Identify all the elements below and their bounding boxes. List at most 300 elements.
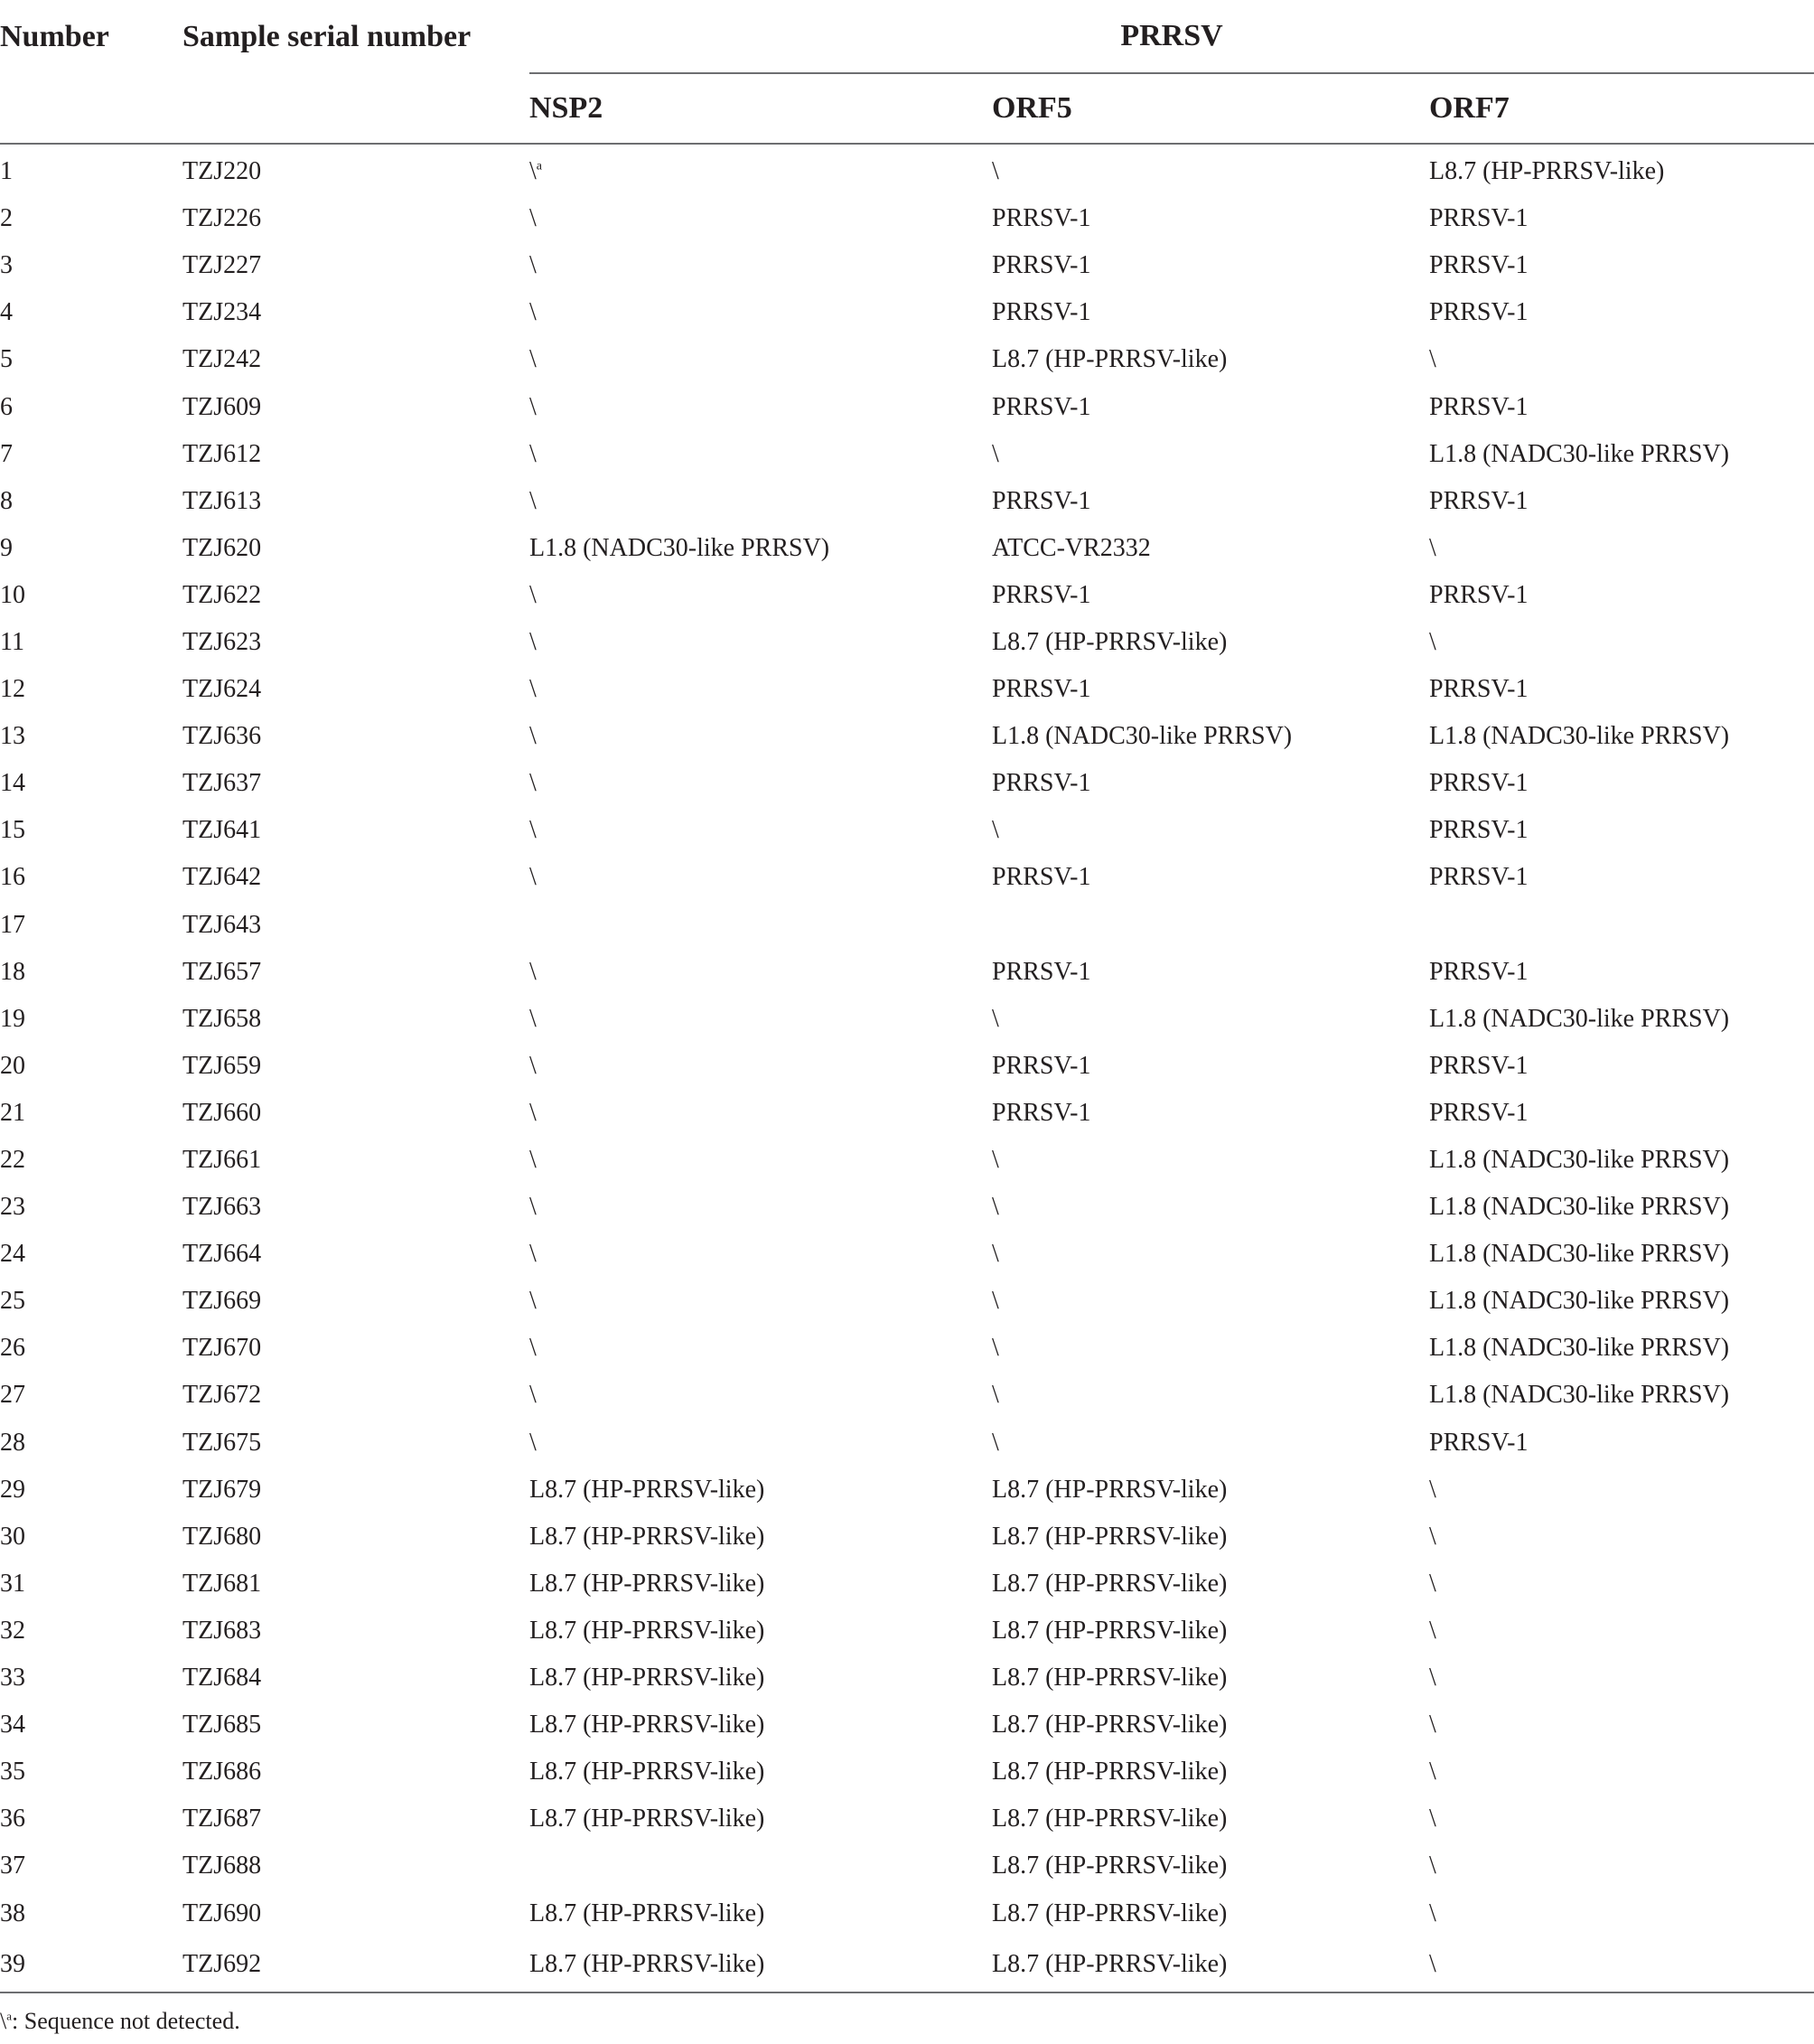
- cell-orf7-text: L1.8 (NADC30-like PRRSV): [1429, 1381, 1730, 1410]
- table-row: [0, 760, 1814, 807]
- cell-sample-serial-number: [182, 1889, 529, 1936]
- table-row: [0, 1137, 1814, 1184]
- cell-nsp2-text: \: [529, 486, 537, 515]
- table-row: [0, 1937, 1814, 1992]
- cell-orf7: [1429, 760, 1814, 807]
- cell-orf7: [1429, 144, 1814, 195]
- cell-orf5-text: L8.7 (HP-PRRSV-like): [992, 1664, 1228, 1692]
- table-row: [0, 289, 1814, 336]
- cell-number: [0, 431, 182, 478]
- cell-orf5: [992, 431, 1429, 478]
- cell-number: [0, 807, 182, 854]
- cell-sample-serial-number-text: TZJ658: [182, 1004, 262, 1033]
- cell-sample-serial-number-text: TZJ637: [182, 769, 262, 798]
- table-row: [0, 431, 1814, 478]
- table-row: [0, 666, 1814, 713]
- table-row: [0, 854, 1814, 901]
- cell-number-text: 38: [0, 1899, 25, 1927]
- cell-number: [0, 525, 182, 572]
- cell-orf7-text: L1.8 (NADC30-like PRRSV): [1429, 1146, 1730, 1175]
- cell-orf5: [992, 1889, 1429, 1936]
- cell-nsp2-text: \: [529, 1193, 537, 1222]
- cell-number: [0, 1655, 182, 1702]
- cell-orf5-text: PRRSV-1: [992, 1098, 1091, 1127]
- cell-orf7-text: \: [1429, 533, 1436, 562]
- cell-orf5-text: \: [992, 1381, 999, 1410]
- cell-orf5-text: \: [992, 1240, 999, 1269]
- cell-sample-serial-number-text: TZJ680: [182, 1522, 262, 1551]
- cell-nsp2-text: \: [529, 392, 537, 421]
- cell-nsp2: [529, 1749, 992, 1796]
- table-row: [0, 1467, 1814, 1514]
- table-row: [0, 336, 1814, 383]
- footnote: [0, 2008, 240, 2035]
- cell-orf5-text: PRRSV-1: [992, 957, 1091, 986]
- cell-number: [0, 1561, 182, 1608]
- cell-nsp2: [529, 1090, 992, 1137]
- table-body: [0, 144, 1814, 1992]
- cell-orf7: [1429, 242, 1814, 289]
- cell-sample-serial-number-text: TZJ661: [182, 1146, 262, 1175]
- cell-number: [0, 760, 182, 807]
- cell-sample-serial-number: [182, 431, 529, 478]
- cell-number: [0, 1090, 182, 1137]
- cell-number-text: 20: [0, 1051, 25, 1080]
- cell-nsp2: [529, 431, 992, 478]
- cell-nsp2-text: \: [529, 1334, 537, 1363]
- cell-orf7: [1429, 807, 1814, 854]
- cell-sample-serial-number-text: TZJ659: [182, 1051, 262, 1080]
- cell-orf7-text: PRRSV-1: [1429, 957, 1529, 986]
- cell-nsp2: [529, 619, 992, 666]
- cell-number: [0, 478, 182, 525]
- cell-sample-serial-number: [182, 1655, 529, 1702]
- cell-orf5: [992, 760, 1429, 807]
- cell-number-text: 3: [0, 251, 13, 280]
- cell-sample-serial-number-text: TZJ672: [182, 1381, 262, 1410]
- cell-sample-serial-number: [182, 1231, 529, 1278]
- cell-nsp2-text: \: [529, 1381, 537, 1410]
- cell-orf5: [992, 666, 1429, 713]
- cell-orf7-text: \: [1429, 1899, 1436, 1927]
- cell-sample-serial-number-text: TZJ641: [182, 816, 262, 845]
- cell-sample-serial-number: [182, 1796, 529, 1842]
- cell-orf5-text: L8.7 (HP-PRRSV-like): [992, 345, 1228, 374]
- cell-orf5-text: \: [992, 1428, 999, 1457]
- cell-orf7-text: \: [1429, 1949, 1436, 1978]
- cell-sample-serial-number: [182, 1372, 529, 1419]
- cell-nsp2: [529, 1278, 992, 1325]
- cell-sample-serial-number-text: TZJ220: [182, 157, 262, 186]
- cell-orf7-text: \: [1429, 1569, 1436, 1598]
- cell-nsp2: [529, 1889, 992, 1936]
- cell-sample-serial-number: [182, 478, 529, 525]
- cell-number-text: 1: [0, 157, 13, 186]
- cell-sample-serial-number-text: TZJ642: [182, 863, 262, 892]
- cell-nsp2: [529, 144, 992, 195]
- header-nsp2: NSP2: [529, 73, 992, 144]
- cell-orf7: [1429, 572, 1814, 619]
- cell-sample-serial-number-text: TZJ685: [182, 1711, 262, 1739]
- cell-nsp2: [529, 1608, 992, 1655]
- cell-nsp2: [529, 854, 992, 901]
- cell-sample-serial-number-text: TZJ683: [182, 1616, 262, 1645]
- cell-sample-serial-number-text: TZJ686: [182, 1758, 262, 1786]
- cell-orf5: [992, 1420, 1429, 1467]
- footnote-text: : Sequence not detected.: [12, 2008, 240, 2034]
- cell-orf5-text: \: [992, 1193, 999, 1222]
- cell-orf7: [1429, 289, 1814, 336]
- cell-nsp2-text: L1.8 (NADC30-like PRRSV): [529, 533, 830, 562]
- cell-orf7: [1429, 336, 1814, 383]
- cell-orf5: [992, 619, 1429, 666]
- cell-nsp2-superscript: a: [536, 159, 542, 173]
- cell-number: [0, 1889, 182, 1936]
- cell-nsp2-text: \: [529, 722, 537, 751]
- header-orf7: ORF7: [1429, 73, 1814, 144]
- cell-orf5-text: L8.7 (HP-PRRSV-like): [992, 1758, 1228, 1786]
- cell-nsp2: [529, 242, 992, 289]
- cell-sample-serial-number-text: TZJ681: [182, 1569, 262, 1598]
- cell-orf5: [992, 289, 1429, 336]
- cell-number: [0, 1467, 182, 1514]
- cell-orf7-text: PRRSV-1: [1429, 675, 1529, 704]
- cell-sample-serial-number-text: TZJ664: [182, 1240, 262, 1269]
- cell-sample-serial-number-text: TZJ660: [182, 1098, 262, 1127]
- cell-nsp2-text: \: [529, 957, 537, 986]
- cell-orf5-text: \: [992, 1004, 999, 1033]
- cell-orf7-text: L1.8 (NADC30-like PRRSV): [1429, 722, 1730, 751]
- cell-orf5-text: PRRSV-1: [992, 251, 1091, 280]
- cell-nsp2-text: \: [529, 345, 537, 374]
- cell-sample-serial-number: [182, 1608, 529, 1655]
- table-row: [0, 949, 1814, 996]
- cell-orf7-text: PRRSV-1: [1429, 486, 1529, 515]
- cell-nsp2-text: L8.7 (HP-PRRSV-like): [529, 1664, 765, 1692]
- cell-orf7: [1429, 619, 1814, 666]
- footnote-superscript: a: [6, 2009, 13, 2023]
- cell-sample-serial-number-text: TZJ226: [182, 204, 262, 233]
- cell-number: [0, 1372, 182, 1419]
- cell-number: [0, 1325, 182, 1372]
- cell-nsp2: [529, 195, 992, 242]
- cell-nsp2-text: \: [529, 1287, 537, 1316]
- cell-orf5-text: PRRSV-1: [992, 863, 1091, 892]
- cell-orf7: [1429, 996, 1814, 1043]
- cell-sample-serial-number: [182, 1702, 529, 1749]
- cell-nsp2: [529, 525, 992, 572]
- cell-orf7-text: PRRSV-1: [1429, 769, 1529, 798]
- cell-orf5: [992, 1372, 1429, 1419]
- table-row: [0, 713, 1814, 760]
- cell-orf7-text: \: [1429, 1475, 1436, 1504]
- cell-orf5: [992, 1043, 1429, 1090]
- cell-orf7-text: \: [1429, 1616, 1436, 1645]
- cell-nsp2-text: L8.7 (HP-PRRSV-like): [529, 1899, 765, 1927]
- cell-number: [0, 949, 182, 996]
- table-row: [0, 242, 1814, 289]
- cell-sample-serial-number-text: TZJ690: [182, 1899, 262, 1927]
- cell-orf5-text: L8.7 (HP-PRRSV-like): [992, 1616, 1228, 1645]
- cell-nsp2-text: \: [529, 863, 537, 892]
- cell-sample-serial-number-text: TZJ643: [182, 910, 262, 939]
- cell-orf7-text: \: [1429, 627, 1436, 656]
- cell-orf7-text: \: [1429, 1805, 1436, 1833]
- cell-nsp2: [529, 572, 992, 619]
- cell-nsp2-text: L8.7 (HP-PRRSV-like): [529, 1522, 765, 1551]
- cell-sample-serial-number-text: TZJ675: [182, 1428, 262, 1457]
- cell-nsp2: [529, 1420, 992, 1467]
- cell-orf7-text: \: [1429, 345, 1436, 374]
- cell-orf5-text: PRRSV-1: [992, 298, 1091, 327]
- cell-orf7-text: \: [1429, 1852, 1436, 1880]
- table-row: [0, 1702, 1814, 1749]
- table-row: [0, 619, 1814, 666]
- cell-sample-serial-number: [182, 713, 529, 760]
- cell-orf5-text: L8.7 (HP-PRRSV-like): [992, 627, 1228, 656]
- header-sample-serial-number: Sample serial number: [182, 19, 472, 53]
- cell-number-text: 9: [0, 533, 13, 562]
- cell-orf7-text: \: [1429, 1664, 1436, 1692]
- table-row: [0, 1278, 1814, 1325]
- cell-orf7-text: L1.8 (NADC30-like PRRSV): [1429, 439, 1730, 468]
- cell-nsp2: [529, 1137, 992, 1184]
- cell-number-text: 31: [0, 1569, 25, 1598]
- cell-orf7: [1429, 1842, 1814, 1889]
- cell-number-text: 5: [0, 345, 13, 374]
- table-row: [0, 1842, 1814, 1889]
- cell-number: [0, 336, 182, 383]
- cell-nsp2-text: \: [529, 439, 537, 468]
- cell-orf7: [1429, 1561, 1814, 1608]
- cell-sample-serial-number: [182, 1090, 529, 1137]
- cell-sample-serial-number-text: TZJ663: [182, 1193, 262, 1222]
- table-row: [0, 195, 1814, 242]
- cell-orf5-text: L8.7 (HP-PRRSV-like): [992, 1711, 1228, 1739]
- cell-orf7-text: L1.8 (NADC30-like PRRSV): [1429, 1334, 1730, 1363]
- cell-sample-serial-number: [182, 1749, 529, 1796]
- cell-number-text: 13: [0, 722, 25, 751]
- cell-number: [0, 1842, 182, 1889]
- cell-sample-serial-number: [182, 144, 529, 195]
- cell-orf7: [1429, 1514, 1814, 1561]
- cell-sample-serial-number-text: TZJ613: [182, 486, 262, 515]
- cell-orf7-text: \: [1429, 1758, 1436, 1786]
- table-row: [0, 572, 1814, 619]
- cell-nsp2-text: L8.7 (HP-PRRSV-like): [529, 1475, 765, 1504]
- cell-number: [0, 289, 182, 336]
- cell-number-text: 12: [0, 675, 25, 704]
- cell-number-text: 33: [0, 1664, 25, 1692]
- cell-number: [0, 1184, 182, 1231]
- cell-orf5-text: L8.7 (HP-PRRSV-like): [992, 1949, 1228, 1978]
- cell-orf7-text: L1.8 (NADC30-like PRRSV): [1429, 1193, 1730, 1222]
- cell-sample-serial-number-text: TZJ623: [182, 627, 262, 656]
- cell-number: [0, 854, 182, 901]
- cell-number-text: 37: [0, 1852, 25, 1880]
- cell-nsp2-text: L8.7 (HP-PRRSV-like): [529, 1805, 765, 1833]
- cell-orf5-text: \: [992, 157, 999, 186]
- cell-sample-serial-number-text: TZJ242: [182, 345, 262, 374]
- cell-orf5: [992, 1090, 1429, 1137]
- cell-sample-serial-number-text: TZJ679: [182, 1475, 262, 1504]
- cell-sample-serial-number-text: TZJ692: [182, 1949, 262, 1978]
- table-row: [0, 1655, 1814, 1702]
- cell-orf5: [992, 996, 1429, 1043]
- table-row: [0, 1561, 1814, 1608]
- cell-number-text: 36: [0, 1805, 25, 1833]
- cell-sample-serial-number: [182, 1514, 529, 1561]
- cell-orf5: [992, 336, 1429, 383]
- cell-sample-serial-number-text: TZJ636: [182, 722, 262, 751]
- cell-number: [0, 1231, 182, 1278]
- cell-orf5: [992, 807, 1429, 854]
- table-row: [0, 383, 1814, 430]
- cell-number-text: 4: [0, 298, 13, 327]
- cell-number-text: 19: [0, 1004, 25, 1033]
- cell-nsp2-text: \: [529, 675, 537, 704]
- cell-sample-serial-number: [182, 525, 529, 572]
- cell-orf5-text: ATCC-VR2332: [992, 533, 1151, 562]
- cell-orf7: [1429, 1184, 1814, 1231]
- cell-nsp2: [529, 1043, 992, 1090]
- cell-number-text: 32: [0, 1616, 25, 1645]
- cell-orf5: [992, 1184, 1429, 1231]
- cell-number: [0, 1937, 182, 1992]
- table-row: [0, 144, 1814, 195]
- cell-number: [0, 1278, 182, 1325]
- header-spacer: [182, 73, 529, 144]
- cell-orf7: [1429, 1278, 1814, 1325]
- cell-sample-serial-number: [182, 336, 529, 383]
- cell-sample-serial-number: [182, 902, 529, 949]
- cell-number-text: 8: [0, 486, 13, 515]
- cell-number-text: 6: [0, 392, 13, 421]
- cell-orf7-text: \: [1429, 1711, 1436, 1739]
- header-number: Number: [0, 19, 109, 53]
- cell-number: [0, 1749, 182, 1796]
- cell-orf5: [992, 1608, 1429, 1655]
- cell-orf7-text: PRRSV-1: [1429, 1428, 1529, 1457]
- table-row: [0, 996, 1814, 1043]
- cell-sample-serial-number-text: TZJ609: [182, 392, 262, 421]
- cell-orf7: [1429, 1420, 1814, 1467]
- cell-nsp2: [529, 713, 992, 760]
- cell-number-text: 21: [0, 1098, 25, 1127]
- cell-orf7: [1429, 1325, 1814, 1372]
- cell-orf5: [992, 949, 1429, 996]
- cell-number: [0, 1702, 182, 1749]
- cell-orf5: [992, 1749, 1429, 1796]
- cell-orf5: [992, 902, 1429, 949]
- cell-orf5: [992, 1325, 1429, 1372]
- cell-orf7: [1429, 1655, 1814, 1702]
- table-row: [0, 1325, 1814, 1372]
- cell-sample-serial-number: [182, 195, 529, 242]
- cell-nsp2-text: \: [529, 1428, 537, 1457]
- cell-sample-serial-number-text: TZJ687: [182, 1805, 262, 1833]
- cell-number: [0, 619, 182, 666]
- cell-orf5: [992, 1655, 1429, 1702]
- cell-orf7: [1429, 1796, 1814, 1842]
- table-row: [0, 1420, 1814, 1467]
- cell-orf7: [1429, 431, 1814, 478]
- table-row: [0, 1372, 1814, 1419]
- cell-nsp2: [529, 996, 992, 1043]
- header-prrsv-group: PRRSV: [529, 0, 1814, 73]
- cell-nsp2-text: \: [529, 251, 537, 280]
- cell-nsp2-text: L8.7 (HP-PRRSV-like): [529, 1758, 765, 1786]
- cell-orf7-text: PRRSV-1: [1429, 298, 1529, 327]
- cell-orf7: [1429, 1702, 1814, 1749]
- cell-orf5: [992, 1231, 1429, 1278]
- cell-orf5: [992, 144, 1429, 195]
- cell-number-text: 29: [0, 1475, 25, 1504]
- cell-orf5-text: PRRSV-1: [992, 392, 1091, 421]
- cell-nsp2-text: L8.7 (HP-PRRSV-like): [529, 1616, 765, 1645]
- cell-orf7: [1429, 383, 1814, 430]
- cell-orf5: [992, 1561, 1429, 1608]
- footnote-symbol: \: [0, 2008, 7, 2034]
- cell-nsp2-text: \: [529, 1004, 537, 1033]
- cell-orf5-text: L8.7 (HP-PRRSV-like): [992, 1569, 1228, 1598]
- cell-orf7: [1429, 1090, 1814, 1137]
- cell-orf5: [992, 1796, 1429, 1842]
- cell-orf7: [1429, 949, 1814, 996]
- cell-orf7: [1429, 713, 1814, 760]
- cell-nsp2-text: \: [529, 769, 537, 798]
- cell-orf7-text: L1.8 (NADC30-like PRRSV): [1429, 1004, 1730, 1033]
- cell-orf5: [992, 525, 1429, 572]
- cell-orf7-text: \: [1429, 1522, 1436, 1551]
- cell-number-text: 35: [0, 1758, 25, 1786]
- cell-nsp2-text: \: [529, 1146, 537, 1175]
- cell-nsp2: [529, 902, 992, 949]
- cell-orf5: [992, 1937, 1429, 1992]
- cell-orf5-text: L8.7 (HP-PRRSV-like): [992, 1805, 1228, 1833]
- cell-nsp2: [529, 1655, 992, 1702]
- cell-orf7: [1429, 1372, 1814, 1419]
- cell-orf7: [1429, 666, 1814, 713]
- cell-number-text: 26: [0, 1334, 25, 1363]
- cell-orf5: [992, 1514, 1429, 1561]
- cell-number: [0, 242, 182, 289]
- cell-orf7: [1429, 1137, 1814, 1184]
- cell-orf7: [1429, 1608, 1814, 1655]
- cell-orf5-text: L1.8 (NADC30-like PRRSV): [992, 722, 1293, 751]
- cell-orf7: [1429, 1467, 1814, 1514]
- cell-sample-serial-number-text: TZJ622: [182, 580, 262, 609]
- cell-sample-serial-number: [182, 242, 529, 289]
- cell-orf5-text: \: [992, 1287, 999, 1316]
- cell-orf5: [992, 383, 1429, 430]
- cell-sample-serial-number: [182, 807, 529, 854]
- cell-number-text: 30: [0, 1522, 25, 1551]
- cell-nsp2: [529, 1467, 992, 1514]
- cell-nsp2-text: \: [529, 816, 537, 845]
- table-row: [0, 1090, 1814, 1137]
- cell-number: [0, 1137, 182, 1184]
- cell-orf5-text: \: [992, 1334, 999, 1363]
- cell-sample-serial-number: [182, 854, 529, 901]
- cell-number-text: 16: [0, 863, 25, 892]
- table-row: [0, 1514, 1814, 1561]
- cell-nsp2: [529, 478, 992, 525]
- cell-orf7-text: PRRSV-1: [1429, 863, 1529, 892]
- cell-sample-serial-number: [182, 1043, 529, 1090]
- cell-nsp2: [529, 1514, 992, 1561]
- cell-sample-serial-number-text: TZJ684: [182, 1664, 262, 1692]
